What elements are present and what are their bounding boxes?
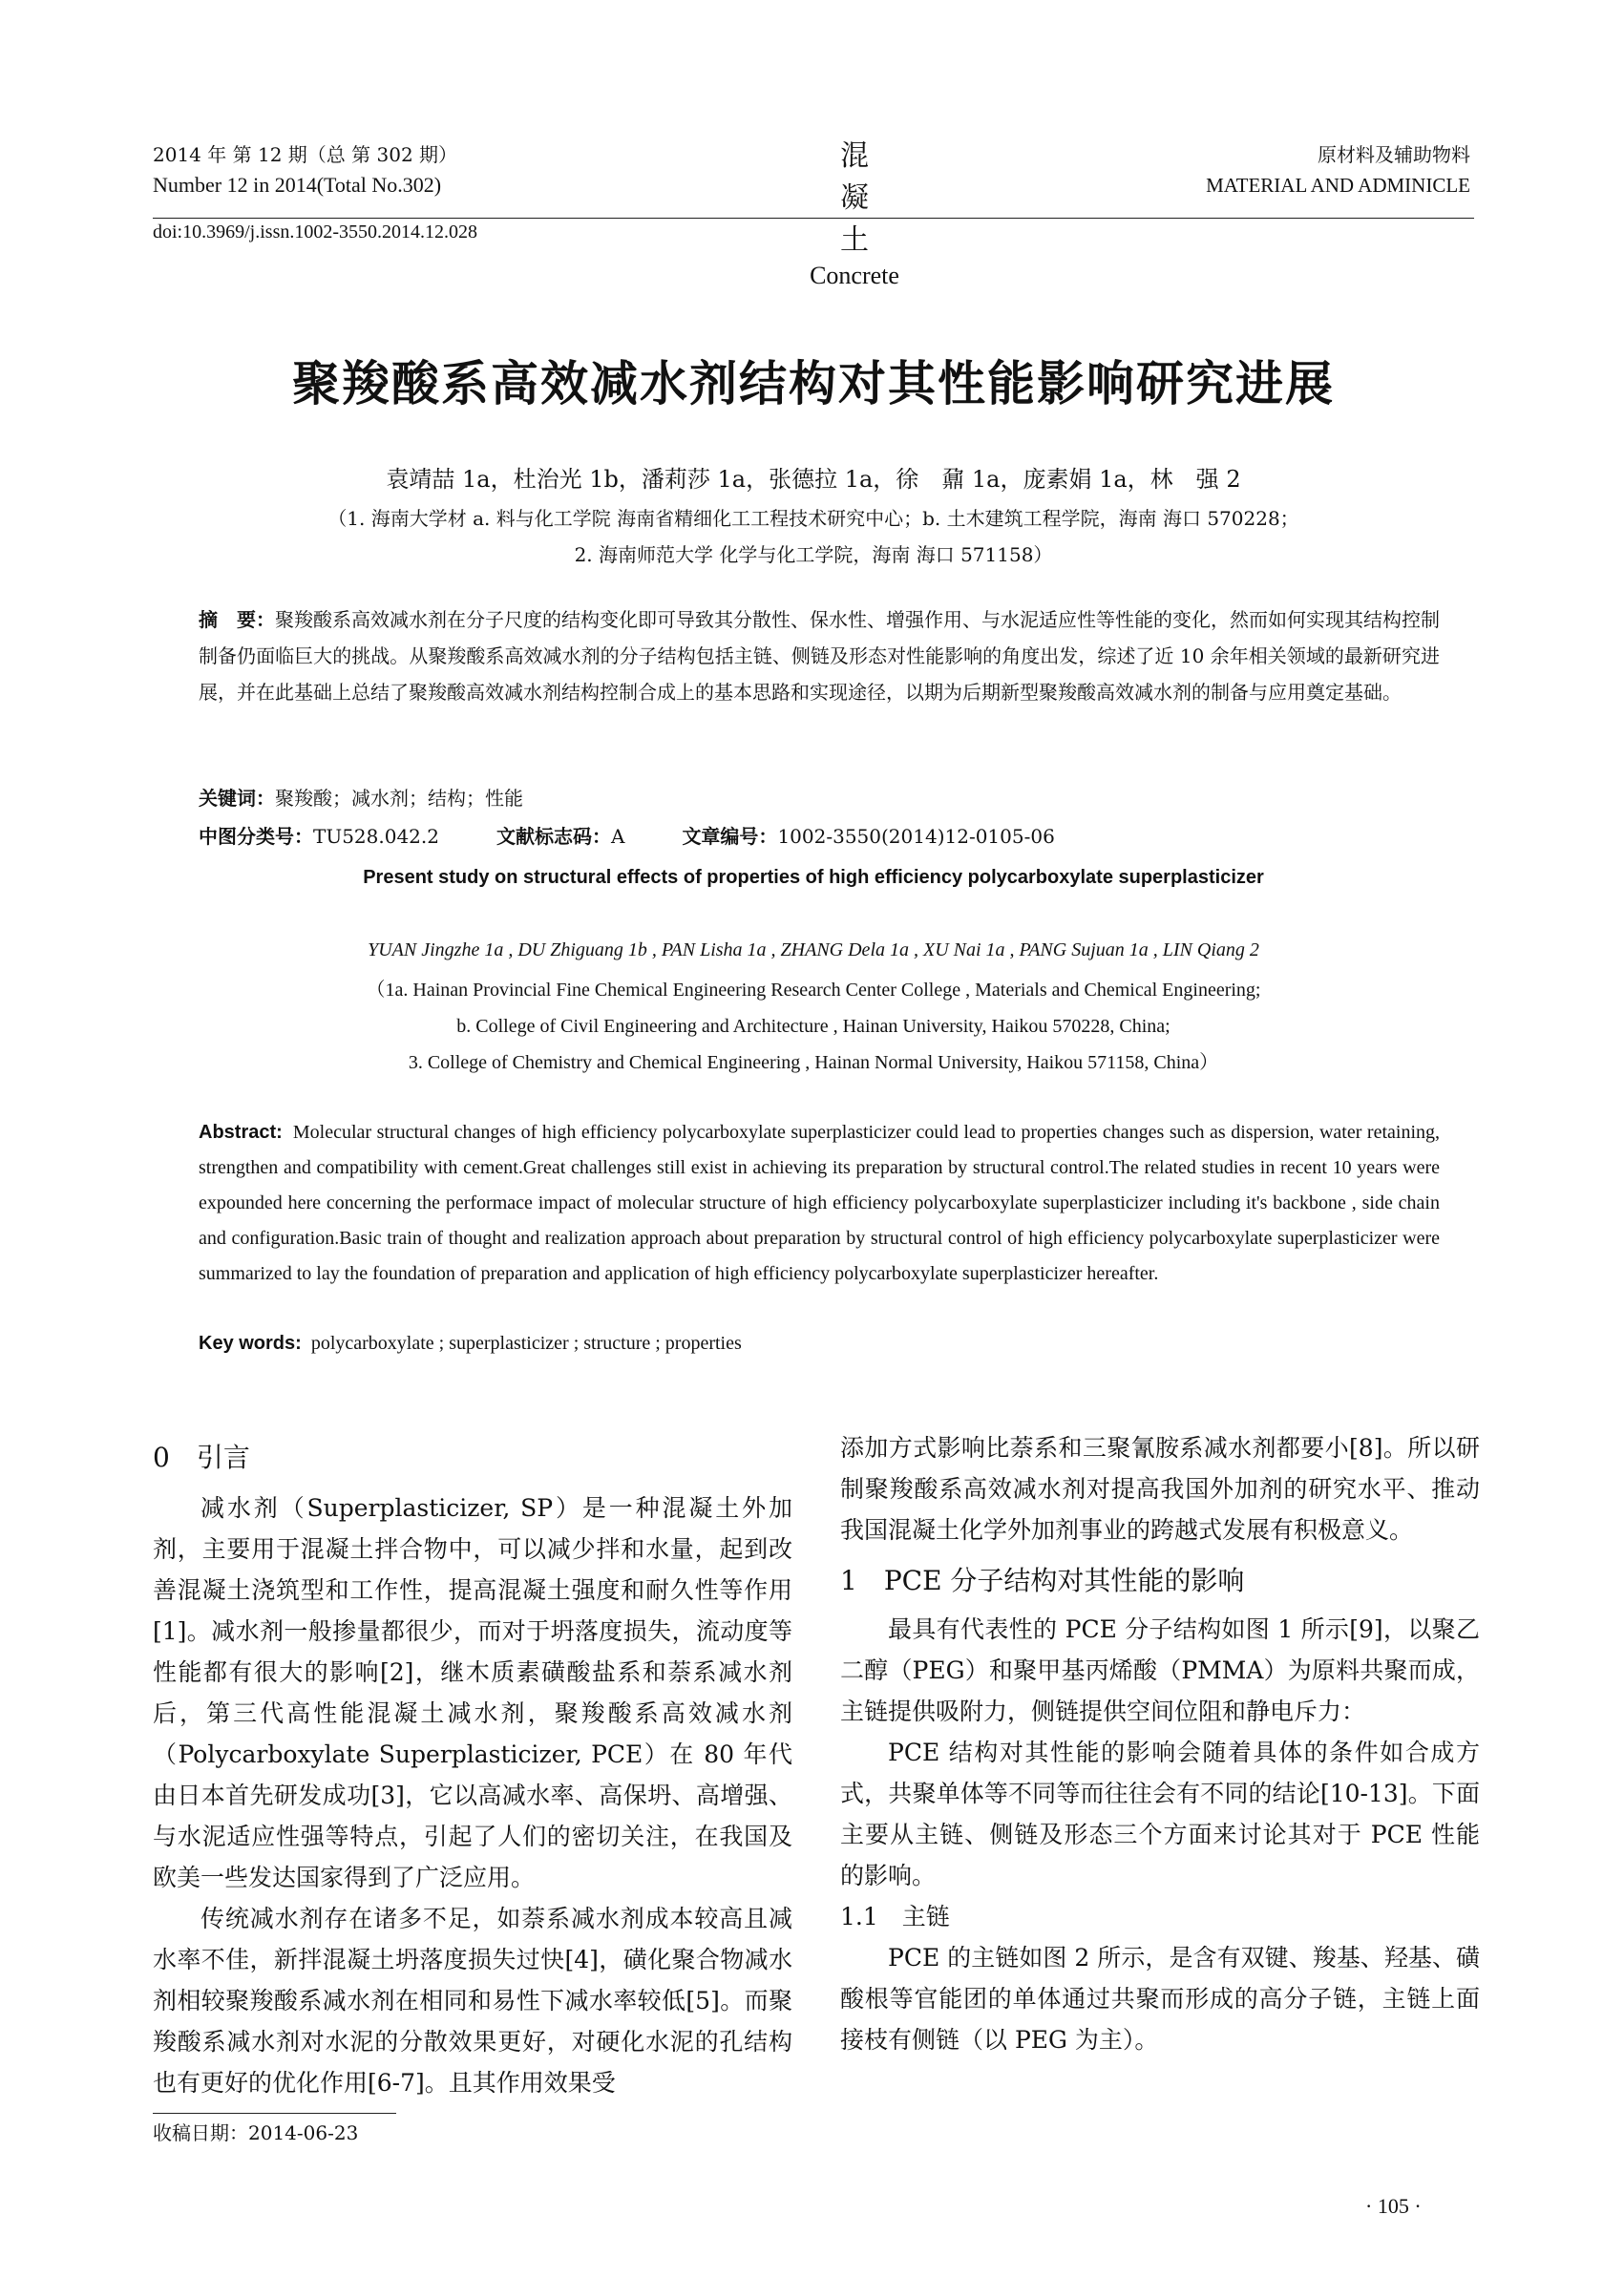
abstract-cn xyxy=(199,601,1440,710)
section-heading: 1 PCE 分子结构对其性能的影响 xyxy=(840,1565,1245,1596)
articleno-value: 1002-3550(2014)12-0105-06 xyxy=(777,825,1055,848)
paper-title-cn: 聚羧酸系高效减水剂结构对其性能影响研究进展 xyxy=(292,356,1335,411)
abstract-en xyxy=(199,1115,1440,1292)
subsection-heading: 1.1 主链 xyxy=(840,1903,950,1930)
authors-cn: 袁靖喆 1a，杜治光 1b，潘莉莎 1a，张德拉 1a，徐 鼐 1a，庞素娟 1a，林 强 2 xyxy=(386,466,1241,493)
keywords-label: 关键词： xyxy=(199,787,275,810)
footnote-divider xyxy=(153,2113,396,2114)
abstract-label: Abstract: xyxy=(199,1122,283,1143)
affiliations-en xyxy=(153,972,1474,1081)
abstract-text: Molecular structural changes of high efficiency polycarboxylate superplasticizer could lead to properties changes such as dispersion, water retaining, strengthen and compatibility with cement.Great challenges still exist in achieving its preparation by structural control.The related studies in recent 10 years were expounded here concerning the performace impact of molecular structure of high efficiency polycarboxylate superplasticizer including it's backbone , side chain and configuration.Basic train of thought and realization approach about preparation by structural control of high efficiency polycarboxylate superplasticizer were summarized to lay the foundation of preparation and application of high efficiency polycarboxylate superplasticizer hereafter. xyxy=(199,1122,1441,1284)
clc-value: TU528.042.2 xyxy=(313,825,439,848)
section-heading: 0 引言 xyxy=(153,1442,250,1473)
doccode-label: 文献标志码： xyxy=(496,825,611,848)
affiliation-line: b. College of Civil Engineering and Architecture , Hainan University, Haikou 570228, China; xyxy=(456,1016,1171,1037)
keywords-label: Key words: xyxy=(199,1333,302,1354)
abstract-label: 摘 要： xyxy=(199,608,275,631)
abstract-text: 聚羧酸系高效减水剂在分子尺度的结构变化即可导致其分散性、保水性、增强作用、与水泥适应性等性能的变化，然而如何实现其结构控制制备仍面临巨大的挑战。从聚羧酸系高效减水剂的分子结构包括主链、侧链及形态对性能影响的角度出发，综述了近 10 余年相关领域的最新研究进展，并在此基础上总结了聚羧酸高效减水剂结构控制合成上的基本思路和实现途径，以期为后期新型聚羧酸高效减水剂的制备与应用奠定基础。 xyxy=(199,608,1440,704)
section-en: MATERIAL AND ADMINICLE xyxy=(1206,174,1470,197)
doccode-value: A xyxy=(610,825,625,848)
paper-title-en: Present study on structural effects of properties of high efficiency polycarboxylate superplasticizer xyxy=(363,867,1264,888)
doi[interactable]: doi:10.3969/j.issn.1002-3550.2014.12.028 xyxy=(153,221,478,243)
clc-label: 中图分类号： xyxy=(199,825,313,848)
journal-name-cn: 混凝土 xyxy=(840,139,939,257)
journal-name xyxy=(726,132,983,290)
journal-name-en: Concrete xyxy=(810,262,899,289)
affiliation-line: 3. College of Chemistry and Chemical Engineering , Hainan Normal University, Haikou 571158, China） xyxy=(408,1052,1219,1073)
affiliations-cn xyxy=(153,500,1474,573)
section-name xyxy=(1107,139,1470,200)
keywords-en xyxy=(199,1333,742,1355)
section-cn: 原材料及辅助物料 xyxy=(1318,143,1470,166)
body-paragraph: 最具有代表性的 PCE 分子结构如图 1 所示[9]，以聚乙二醇（PEG）和聚甲基丙烯酸（PMMA）为原料共聚而成，主链提供吸附力，侧链提供空间位阻和静电斥力： xyxy=(840,1615,1480,1725)
keywords-text: polycarboxylate ; superplasticizer ; structure ; properties xyxy=(310,1333,742,1354)
articleno-label: 文章编号： xyxy=(682,825,778,848)
journal-issue xyxy=(153,139,457,200)
body-column-left xyxy=(153,1427,792,2103)
body-paragraph: 减水剂（Superplasticizer, SP）是一种混凝土外加剂，主要用于混凝土拌合物中，可以减少拌和水量，起到改善混凝土浇筑型和工作性，提高混凝土强度和耐久性等作用[1]。减水剂一般掺量都很少，而对于坍落度损失，流动度等性能都有很大的影响[2]，继木质素磺酸盐系和萘系减水剂后，第三代高性能混凝土减水剂，聚羧酸系高效减水剂（Polycarboxylate Superplasticizer, PCE）在 80 年代由日本首先研发成功[3]，它以高减水率、高保坍、高增强、与水泥适应性强等特点，引起了人们的密切关注，在我国及欧美一些发达国家得到了广泛应用。 xyxy=(153,1494,792,1891)
authors-en: YUAN Jingzhe 1a , DU Zhiguang 1b , PAN Lisha 1a , ZHANG Dela 1a , XU Nai 1a , PANG Sujuan 1a , LIN Qiang 2 xyxy=(368,939,1259,960)
header-divider xyxy=(153,218,1474,219)
issue-cn: 2014 年 第 12 期（总 第 302 期） xyxy=(153,143,458,166)
received-date: 收稿日期：2014-06-23 xyxy=(153,2121,359,2144)
page-number: · 105 · xyxy=(1365,2194,1422,2218)
classification-line xyxy=(199,821,1055,849)
body-paragraph: PCE 结构对其性能的影响会随着具体的条件如合成方式，共聚单体等不同等而往往会有不同的结论[10-13]。下面主要从主链、侧链及形态三个方面来讨论其对于 PCE 性能的影响。 xyxy=(840,1739,1480,1889)
affiliation-line: 2. 海南师范大学 化学与化工学院，海南 海口 571158） xyxy=(574,543,1053,566)
body-paragraph: 传统减水剂存在诸多不足，如萘系减水剂成本较高且减水率不佳，新拌混凝土坍落度损失过快[4]，磺化聚合物减水剂相较聚羧酸系减水剂在相同和易性下减水率较低[5]。而聚羧酸系减水剂对水泥的分散效果更好，对硬化水泥的孔结构也有更好的优化作用[6-7]。且其作用效果受 xyxy=(153,1905,792,2097)
keywords-cn xyxy=(199,783,523,811)
affiliation-line: （1a. Hainan Provincial Fine Chemical Engineering Research Center College , Materials and Chemical Engineering; xyxy=(366,980,1261,1001)
issue-en: Number 12 in 2014(Total No.302) xyxy=(153,173,442,197)
affiliation-line: （1. 海南大学材 a. 料与化工学院 海南省精细化工工程技术研究中心；b. 土木建筑工程学院，海南 海口 570228； xyxy=(327,507,1299,530)
body-paragraph: PCE 的主链如图 2 所示，是含有双键、羧基、羟基、磺酸根等官能团的单体通过共聚而形成的高分子链，主链上面接枝有侧链（以 PEG 为主）。 xyxy=(840,1944,1480,2054)
body-column-right xyxy=(840,1427,1480,2060)
keywords-text: 聚羧酸；减水剂；结构；性能 xyxy=(275,787,523,810)
body-paragraph: 添加方式影响比萘系和三聚氰胺系减水剂都要小[8]。所以研制聚羧酸系高效减水剂对提高我国外加剂的研究水平、推动我国混凝土化学外加剂事业的跨越式发展有积极意义。 xyxy=(840,1434,1480,1544)
